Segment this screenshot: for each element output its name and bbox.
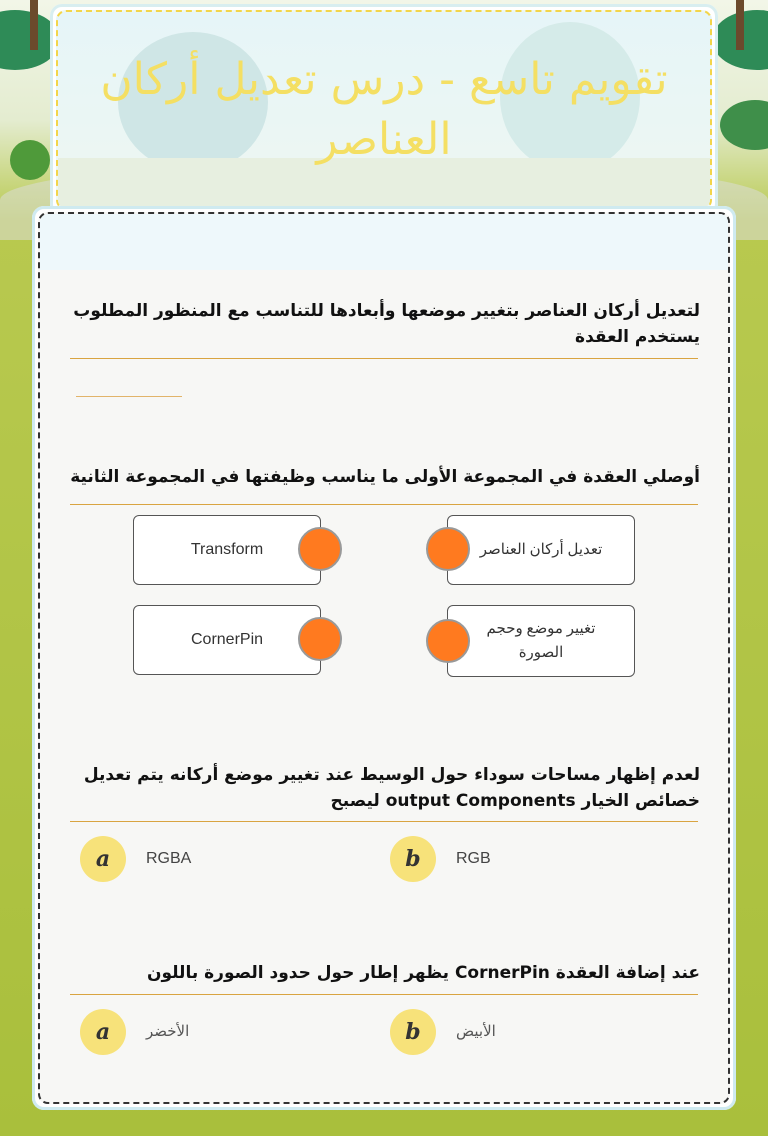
option-b-badge[interactable]: b bbox=[390, 836, 436, 882]
match-right-item-position-size[interactable]: تغيير موضع وحجم الصورة bbox=[447, 605, 635, 677]
match-left-item-transform[interactable]: Transform bbox=[133, 515, 321, 585]
background-trunk-right bbox=[736, 0, 744, 50]
question-1-divider bbox=[70, 358, 698, 359]
background-bush-right bbox=[720, 100, 768, 150]
question-2-divider bbox=[70, 504, 698, 505]
title-card bbox=[50, 4, 718, 216]
option-a-badge[interactable]: a bbox=[80, 836, 126, 882]
match-left-item-cornerpin[interactable]: CornerPin bbox=[133, 605, 321, 675]
title-banner bbox=[56, 10, 712, 210]
question-3-text: لعدم إظهار مساحات سوداء حول الوسيط عند تغيير موضع أركانه يتم تعديل خصائص الخيار output Components ليصبح bbox=[83, 765, 700, 811]
question-1-answer-blank[interactable] bbox=[76, 396, 182, 397]
page-title: تقويم تاسع - درس تعديل أركان العناصر bbox=[100, 54, 668, 165]
option-a-label[interactable]: RGBA bbox=[146, 850, 192, 867]
worksheet-card bbox=[32, 206, 736, 1110]
option-b-badge[interactable]: b bbox=[390, 1009, 436, 1055]
question-2-text: أوصلي العقدة في المجموعة الأولى ما يناسب وظيفتها في المجموعة الثانية bbox=[70, 467, 700, 487]
match-left-connector-dot[interactable] bbox=[298, 617, 342, 661]
match-right-connector-dot[interactable] bbox=[426, 527, 470, 571]
question-3-divider bbox=[70, 821, 698, 822]
background-bush-left bbox=[10, 140, 50, 180]
question-1-text: لتعديل أركان العناصر بتغيير موضعها وأبعادها للتناسب مع المنظور المطلوب يستخدم العقدة bbox=[73, 301, 700, 347]
option-b-label[interactable]: RGB bbox=[456, 850, 491, 867]
background-trunk-left bbox=[30, 0, 38, 50]
match-right-connector-dot[interactable] bbox=[426, 619, 470, 663]
worksheet-header-strip bbox=[40, 214, 728, 270]
option-b-label[interactable]: الأبيض bbox=[456, 1024, 496, 1040]
question-4-text: عند إضافة العقدة CornerPin يظهر إطار حول حدود الصورة باللون bbox=[146, 963, 700, 983]
worksheet-body bbox=[38, 212, 730, 1104]
option-a-badge[interactable]: a bbox=[80, 1009, 126, 1055]
match-right-item-corners[interactable]: تعديل أركان العناصر bbox=[447, 515, 635, 585]
option-a-label[interactable]: الأخضر bbox=[146, 1024, 190, 1040]
match-left-connector-dot[interactable] bbox=[298, 527, 342, 571]
question-4-divider bbox=[70, 994, 698, 995]
